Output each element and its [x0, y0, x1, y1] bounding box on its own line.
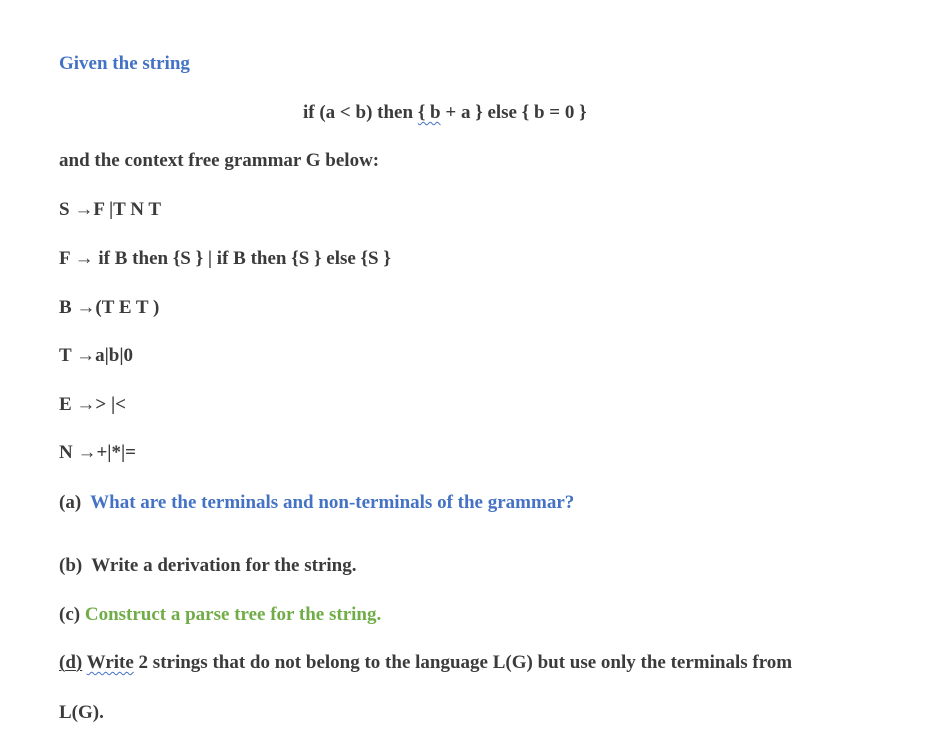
question-b: [59, 554, 357, 578]
grammar-rule-n: N →+|*|=: [59, 442, 136, 463]
question-d-continuation: L(G).: [59, 702, 104, 723]
grammar-intro: and the context free grammar G below:: [59, 150, 380, 171]
string-expression: [303, 101, 587, 125]
grammar-rule-b: B →(T E T ): [59, 297, 160, 318]
grammar-rule-s: S →F |T N T: [59, 199, 162, 220]
question-b-label: (b): [59, 555, 83, 576]
grammar-rule-e: E →> |<: [59, 394, 127, 415]
question-d-marked: Write: [86, 652, 134, 673]
question-d-label: (d): [59, 652, 83, 673]
question-c: [59, 603, 381, 627]
question-b-text: Write a derivation for the string.: [91, 555, 357, 576]
question-a-label: (a): [59, 492, 82, 513]
question-c-text: Construct a parse tree for the string.: [84, 604, 382, 625]
question-d: [59, 651, 792, 675]
grammar-rule-f: F → if B then {S } | if B then {S } else {S }: [59, 248, 391, 269]
string-expression-marked: { b: [417, 102, 441, 123]
question-c-label: (c): [59, 604, 81, 625]
intro-heading: Given the string: [59, 53, 190, 74]
string-expression-before: if (a < b) then: [303, 102, 418, 123]
question-a: [59, 491, 574, 515]
question-a-text: What are the terminals and non-terminals of the grammar?: [90, 492, 575, 513]
string-expression-after: + a } else { b = 0 }: [440, 102, 587, 123]
grammar-rule-t: T →a|b|0: [59, 345, 134, 366]
question-d-text: 2 strings that do not belong to the language L(G) but use only the terminals from: [133, 652, 793, 673]
